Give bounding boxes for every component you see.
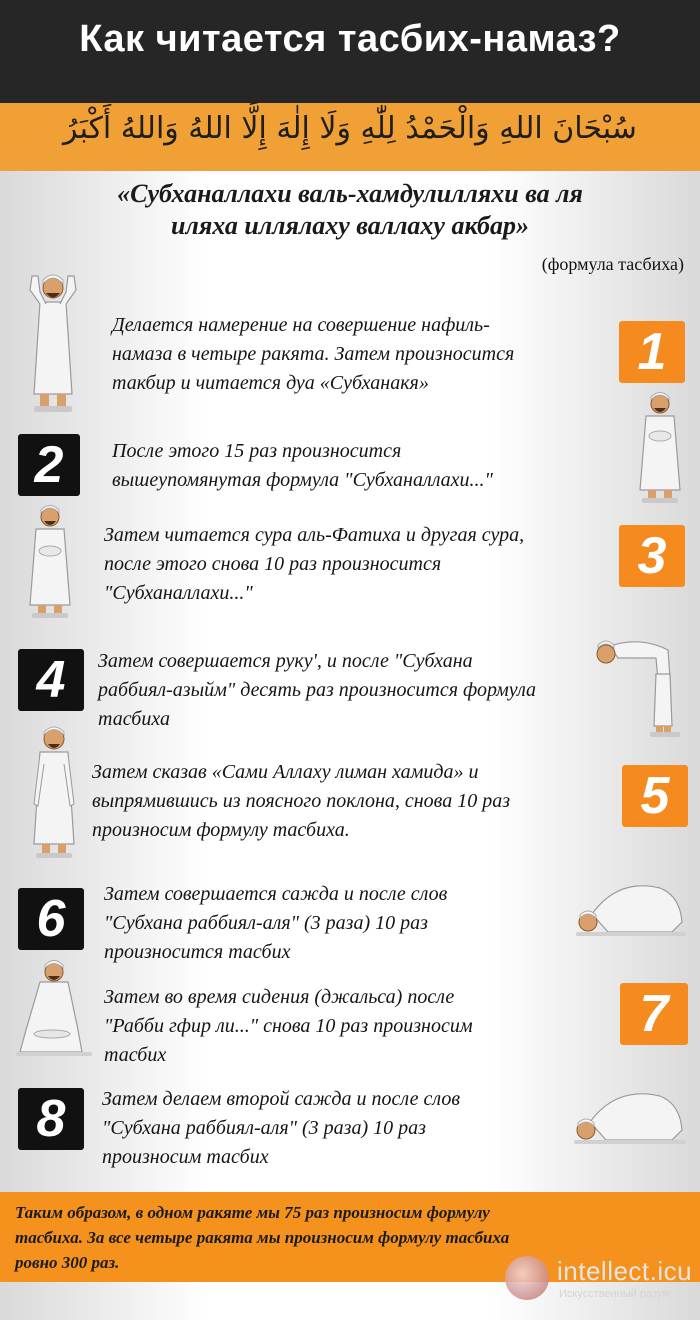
step-line: после этого снова 10 раз произносится (104, 553, 442, 575)
formula-line-2: иляха иллялаху валлаху акбар» (171, 211, 529, 240)
step-line: раббиял-азыйм" десять раз произносится формула (98, 679, 537, 701)
watermark-text: intellect.icu (557, 1256, 693, 1286)
step-line: Затем делаем второй сажда и после слов (102, 1088, 461, 1110)
step-line: намаза в четыре ракята. Затем произносится (112, 343, 515, 365)
step-line: Затем читается сура аль-Фатиха и другая сура, (104, 524, 525, 546)
step-line: "Рабби гфир ли..." снова 10 раз произносим (104, 1015, 473, 1037)
step-8-text (102, 1085, 572, 1172)
step-1-number-badge: 1 (619, 321, 685, 383)
watermark-logo-icon (505, 1256, 549, 1300)
step-line: "Субханаллахи..." (104, 582, 253, 604)
step-line: "Субхана раббиял-аля" (3 раза) 10 раз (102, 1117, 426, 1139)
step-7-text (104, 983, 604, 1070)
summary-line: ровно 300 раз. (15, 1253, 120, 1272)
formula-line-1: «Субханаллахи валь-хамдулилляхи ва ля (117, 179, 583, 208)
step-3-text (104, 521, 624, 608)
formula-transliteration (0, 178, 700, 242)
step-line: вышеупомянутая формула "Субханаллахи..." (112, 469, 493, 491)
step-8-number-badge: 8 (18, 1088, 84, 1150)
step-line: произносим формулу тасбиха. (92, 819, 350, 841)
step-line: произносим тасбих (102, 1146, 269, 1168)
summary-line: тасбиха. За все четыре ракята мы произносим формулу тасбиха (15, 1228, 510, 1247)
step-line: После этого 15 раз произносится (112, 440, 402, 462)
step-5-text (92, 758, 622, 845)
prayer-standing-figure-icon (26, 724, 82, 864)
step-6-number-badge: 6 (18, 888, 84, 950)
step-3-number-badge: 3 (619, 525, 685, 587)
step-line: тасбих (104, 1044, 167, 1066)
step-line: Затем во время сидения (джальса) после (104, 986, 455, 1008)
step-1-text (112, 311, 612, 398)
arabic-formula: سُبْحَانَ اللهِ وَالْحَمْدُ لِلّٰهِ وَلَا إِلٰهَ إِلَّا اللهُ وَاللهُ أَكْبَرُ (63, 111, 637, 146)
step-line: Затем совершается сажда и после слов (104, 883, 448, 905)
prayer-bowing-figure-icon (590, 628, 690, 740)
step-5-number-badge: 5 (622, 765, 688, 827)
step-line: произносится тасбих (104, 941, 291, 963)
prayer-prostration-figure-icon (568, 874, 692, 942)
prayer-standing-figure-icon (22, 503, 78, 623)
header-bar (0, 0, 700, 103)
step-2-text (112, 437, 612, 495)
step-line: "Субхана раббиял-аля" (3 раза) 10 раз (104, 912, 428, 934)
arabic-band (0, 103, 700, 171)
step-line: Затем совершается руку', и после "Субхана (98, 650, 473, 672)
step-7-number-badge: 7 (620, 983, 688, 1045)
prayer-prostration-figure-icon (566, 1080, 692, 1150)
summary-line: Таким образом, в одном ракяте мы 75 раз произносим формулу (15, 1203, 490, 1222)
step-line: Затем сказав «Сами Аллаху лиман хамида» и (92, 761, 479, 783)
step-4-number-badge: 4 (18, 649, 84, 711)
step-line: такбир и читается дуа «Субханакя» (112, 372, 429, 394)
step-line: Делается намерение на совершение нафиль- (112, 314, 490, 336)
step-4-text (98, 647, 618, 734)
prayer-sitting-figure-icon (12, 960, 98, 1062)
step-6-text (104, 880, 584, 967)
watermark-subtext: Искусственный разум (559, 1288, 670, 1300)
prayer-takbir-figure-icon (18, 262, 88, 422)
watermark (505, 1254, 695, 1314)
step-line: тасбиха (98, 708, 170, 730)
formula-note: (формула тасбиха) (541, 254, 684, 274)
prayer-standing-figure-icon (630, 390, 690, 508)
step-2-number-badge: 2 (18, 434, 80, 496)
step-line: выпрямившись из поясного поклона, снова 10 раз (92, 790, 511, 812)
page-title: Как читается тасбих-намаз? (79, 18, 621, 60)
